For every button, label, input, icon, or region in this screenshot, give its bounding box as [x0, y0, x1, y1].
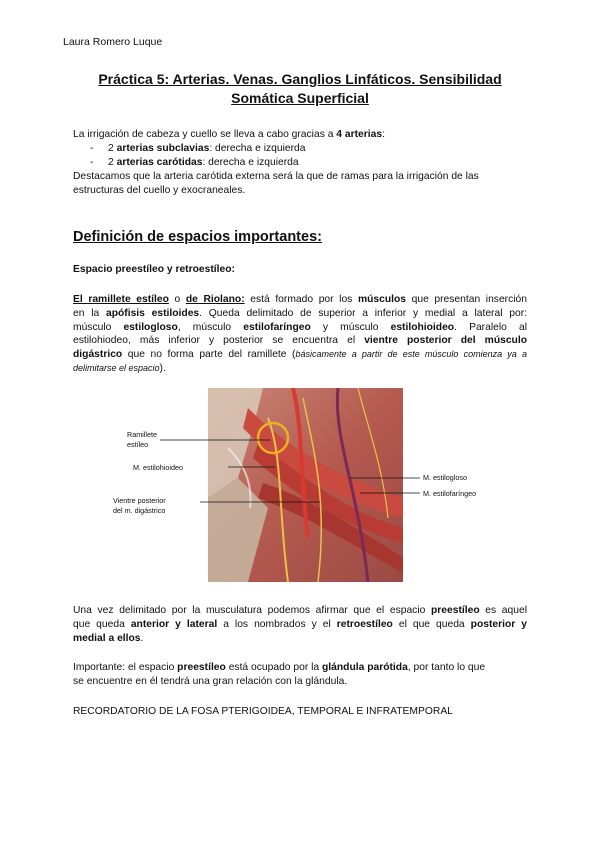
text: , músculo — [177, 321, 244, 333]
title-line-2: Somática Superficial — [231, 90, 369, 106]
bold-text: medial a ellos — [73, 632, 141, 644]
bold-text: retroestíleo — [336, 618, 393, 630]
label-line: Ramillete — [127, 430, 157, 439]
intro-para-line: Destacamos que la arteria carótida externa será la que de ramas para la irrigación de las — [73, 171, 479, 182]
text: . Paralelo al — [454, 321, 527, 333]
bold-text: vientre posterior del músculo — [364, 335, 527, 347]
label-line: Vientre posterior — [113, 496, 166, 505]
italic-text: básicamente a partir de este músculo comienza ya a — [295, 349, 527, 360]
list-item — [90, 156, 299, 170]
intro-bold: 4 arterias — [336, 129, 383, 140]
bold-text: glándula parótida — [322, 662, 408, 673]
list-num: 2 — [108, 143, 117, 154]
term-riolano: de Riolano: — [185, 294, 245, 305]
list-dash: - — [90, 157, 94, 168]
label-line: estíleo — [127, 439, 149, 449]
text: es aquel — [479, 605, 527, 616]
label-line: del m. digástrico — [113, 505, 166, 515]
text: , por tanto lo que — [407, 662, 486, 673]
bold-text: músculos — [357, 294, 407, 305]
text: Una vez delimitado por la musculatura podemos afirmar que el espacio — [73, 605, 431, 616]
bold-text: digástrico — [73, 349, 123, 361]
subheading: Espacio preestíleo y retroestíleo: — [73, 264, 235, 275]
text: que queda — [73, 618, 131, 630]
figure-label-estilofaringeo: M. estilofaríngeo — [423, 489, 477, 498]
bold-text: preestíleo — [430, 605, 480, 616]
list-rest: : derecha e izquierda — [202, 157, 299, 168]
bold-text: apófisis estiloides — [105, 307, 200, 319]
intro-para-line: estructuras del cuello y exocraneales. — [73, 184, 246, 196]
figure-label-estilogloso: M. estilogloso — [423, 473, 467, 482]
text: que presentan inserción — [406, 294, 527, 305]
text: que no forma parte del ramillete ( — [122, 349, 296, 361]
text: a los nombrados y el — [217, 618, 337, 630]
italic-text: delimitarse el espacio — [73, 362, 160, 373]
text: ). — [159, 362, 166, 374]
list-num: 2 — [108, 157, 117, 168]
figure-label-vientre — [113, 496, 166, 515]
intro-text: La irrigación de cabeza y cuello se lleva a cabo gracias a — [73, 129, 337, 140]
title-line-1: Práctica 5: Arterias. Venas. Ganglios Linfáticos. Sensibilidad — [98, 71, 502, 87]
text: y músculo — [310, 321, 391, 333]
text: estilohiodeo, más inferior y posterior se encuentra el — [73, 335, 365, 347]
term-ramillete: El ramillete estíleo — [73, 294, 169, 305]
recordatorio-note: RECORDATORIO DE LA FOSA PTERIGOIDEA, TEMPORAL E INFRATEMPORAL — [73, 706, 453, 717]
text: músculo — [73, 321, 124, 333]
bold-text: preestíleo — [177, 662, 226, 673]
list-dash: - — [90, 143, 94, 154]
text: está formado por los — [244, 294, 358, 305]
paragraph-importante — [73, 661, 527, 689]
text: . — [140, 632, 144, 644]
intro-line — [73, 128, 527, 142]
figure-label-ramillete — [127, 430, 157, 449]
figure-label-estilohioideo: M. estilohioideo — [133, 463, 183, 472]
paragraph-ramillete — [73, 293, 527, 376]
bold-text: estilohioideo — [390, 321, 455, 333]
bold-text: estilofaríngeo — [243, 321, 311, 333]
text: en la — [73, 307, 106, 319]
author-name: Laura Romero Luque — [63, 36, 163, 48]
text: está ocupado por la — [225, 662, 322, 673]
text: . Queda delimitado de superior a inferior y medial a lateral por: — [199, 307, 527, 319]
section-heading: Definición de espacios importantes: — [73, 229, 322, 245]
text: Importante: el espacio — [73, 662, 178, 673]
bold-text: estilogloso — [123, 321, 178, 333]
text: el que queda — [392, 618, 471, 630]
bold-text: anterior y lateral — [130, 618, 218, 630]
page-title — [60, 70, 540, 108]
intro-paragraph — [73, 170, 527, 198]
text: o — [168, 294, 186, 305]
paragraph-espacios — [73, 604, 527, 645]
intro-colon: : — [382, 129, 385, 140]
list-bold: arterias subclavias — [116, 143, 210, 154]
bold-text: posterior y — [470, 618, 528, 630]
list-item — [90, 142, 306, 156]
list-bold: arterias carótidas — [116, 157, 203, 168]
list-rest: : derecha e izquierda — [209, 143, 306, 154]
text: se encuentre en él tendrá una gran relación con la glándula. — [73, 675, 348, 687]
